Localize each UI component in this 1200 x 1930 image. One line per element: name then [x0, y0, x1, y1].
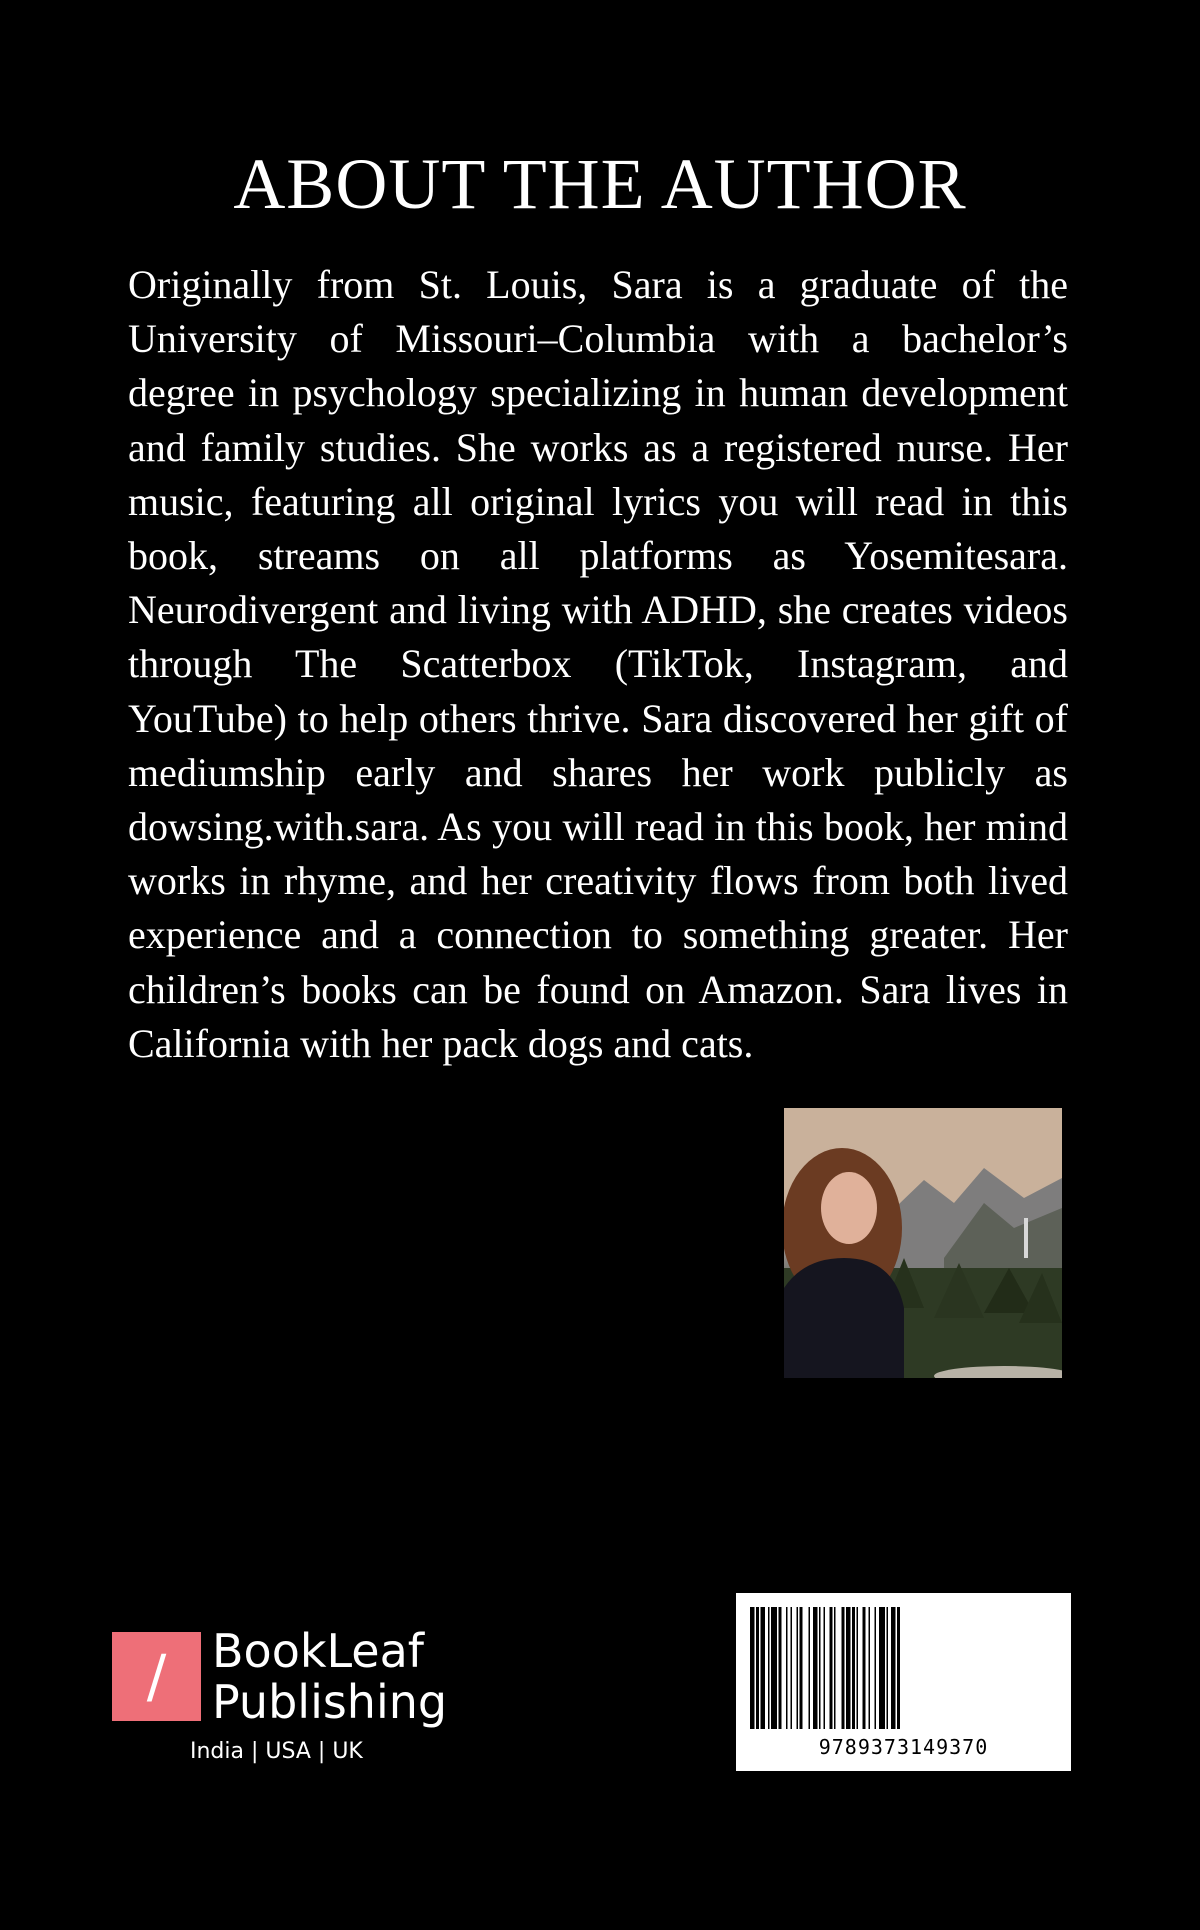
barcode-bar: [879, 1607, 885, 1729]
barcode-bar: [791, 1607, 793, 1729]
barcode-bar: [824, 1607, 826, 1729]
barcode-bar: [897, 1607, 900, 1729]
barcode-bar: [761, 1607, 766, 1729]
barcode-bar: [750, 1607, 755, 1729]
barcode-bar: [869, 1607, 871, 1729]
page-title: ABOUT THE AUTHOR: [233, 144, 967, 224]
barcode-bar: [797, 1607, 799, 1729]
barcode-bar: [779, 1607, 782, 1729]
author-photo: [784, 1108, 1062, 1378]
barcode-bar: [891, 1607, 896, 1729]
slash-logo-icon: /: [146, 1642, 167, 1710]
barcode-bars: [750, 1607, 1057, 1729]
barcode-bar: [887, 1607, 889, 1729]
barcode-bar: [875, 1607, 877, 1729]
barcode-bar: [813, 1607, 818, 1729]
isbn-barcode: [736, 1593, 1071, 1771]
publisher-name-line2: Publishing: [212, 1675, 448, 1729]
barcode-bar: [819, 1607, 821, 1729]
barcode-bar: [786, 1607, 788, 1729]
barcode-bar: [852, 1607, 855, 1729]
barcode-bar: [834, 1607, 836, 1729]
barcode-bar: [756, 1607, 759, 1729]
barcode-bar: [800, 1607, 803, 1729]
barcode-bar: [830, 1607, 833, 1729]
publisher-name-line1: BookLeaf: [212, 1624, 424, 1678]
barcode-bar: [771, 1607, 777, 1729]
barcode-bar: [809, 1607, 811, 1729]
author-bio: Originally from St. Louis, Sara is a graduate of the University of Missouri–Columbia with a bachelor’s degree in psychology specializing in human development and family studies. She works as a registered nurse. Her music, featuring all original lyrics you will read in this book, streams on all platforms as Yosemitesara. Neurodivergent and living with ADHD, she creates videos through The Scatterbox (TikTok, Instagram, and YouTube) to help others thrive. Sara discovered her gift of mediumship early and shares her work publicly as dowsing.with.sara. As you will read in this book, her mind works in rhyme, and her creativity flows from both lived experience and a connection to something greater. Her children’s books can be found on Amazon. Sara lives in California with her pack dogs and cats.: [128, 262, 1068, 1066]
barcode-bar: [846, 1607, 851, 1729]
publisher-regions: India | USA | UK: [190, 1739, 363, 1764]
publisher-logo-mark: [112, 1632, 201, 1721]
barcode-bar: [842, 1607, 845, 1729]
isbn-number: 9789373149370: [818, 1735, 989, 1759]
barcode-bar: [857, 1607, 859, 1729]
barcode-bar: [768, 1607, 770, 1729]
barcode-bar: [863, 1607, 866, 1729]
